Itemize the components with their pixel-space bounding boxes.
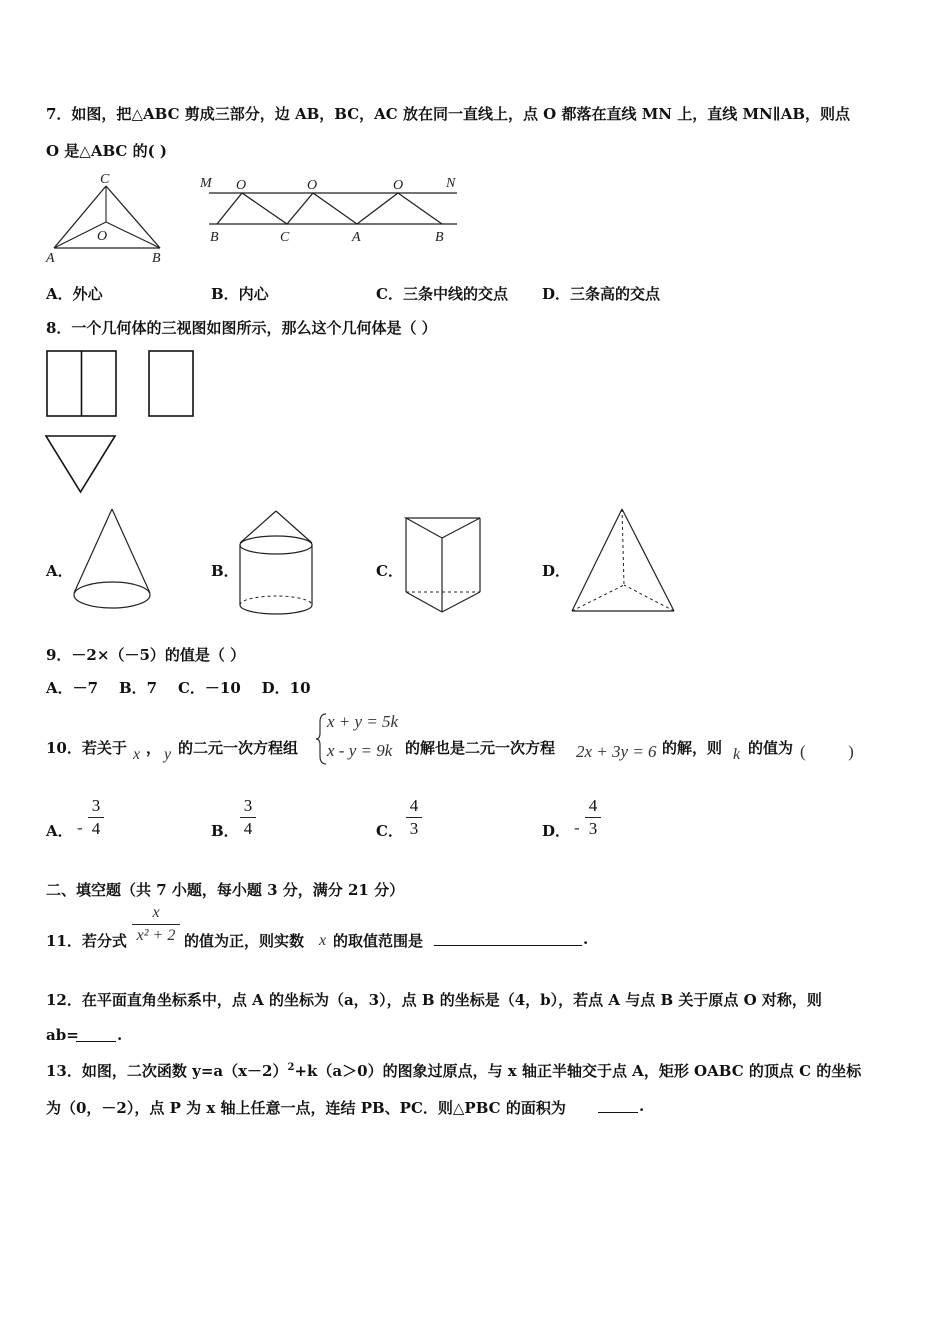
q10-option-d-num: 4: [588, 796, 598, 815]
q10-option-c-label[interactable]: C．: [376, 822, 403, 840]
q13-line1: [46, 1060, 861, 1081]
q10-option-d-label[interactable]: D．: [542, 822, 571, 840]
q12-line2-end: .: [117, 1026, 123, 1044]
fig2-label-o3: O: [393, 178, 404, 193]
q13-line1-a: 13．如图，二次函数 y=a（x－2）: [46, 1062, 288, 1080]
q8-option-d-pyramid[interactable]: [566, 505, 686, 620]
q8-option-d-label[interactable]: D．: [542, 562, 571, 580]
fig1-label-o: O: [97, 229, 108, 244]
q11-var-x: x: [319, 932, 327, 949]
q10-option-b-label[interactable]: B．: [211, 822, 239, 840]
q11-suffix: 的取值范围是: [333, 932, 424, 950]
q7-strip-figure: [195, 170, 465, 250]
q10-mid3: 的解，则: [662, 739, 723, 757]
q8-option-b-cone-cylinder[interactable]: [234, 505, 324, 620]
q9-options[interactable]: A．－7 B．7 C．－10 D．10: [46, 679, 311, 697]
q10-suffix: 的值为: [748, 739, 794, 757]
q11-answer-blank[interactable]: [434, 931, 582, 946]
q10-option-b-num: 3: [243, 796, 253, 815]
q8-three-views: [46, 350, 206, 500]
q10-option-a-fraction[interactable]: [88, 796, 104, 839]
q11-frac-num: x: [152, 904, 160, 921]
q7-stem-line1: 7．如图，把△ABC 剪成三部分，边 AB，BC，AC 放在同一直线上，点 O 都落在直线 MN 上，直线 MN∥AB，则点: [46, 105, 851, 123]
fig2-label-c: C: [280, 230, 290, 245]
q11-end: .: [583, 930, 589, 948]
q8-option-c-prism[interactable]: [400, 510, 490, 620]
q7-option-b[interactable]: B．内心: [211, 285, 269, 303]
q10-option-a-sign: -: [77, 818, 83, 837]
q13-line1-b: +k（a＞0）的图象过原点，与 x 轴正半轴交于点 A，矩形 OABC 的顶点 C 的坐标: [294, 1062, 862, 1080]
q7-option-c[interactable]: C．三条中线的交点: [376, 285, 508, 303]
q7-option-a[interactable]: A．外心: [46, 285, 103, 303]
q10-option-b-fraction[interactable]: [240, 796, 256, 839]
q11-mid: 的值为正，则实数: [184, 932, 305, 950]
q8-option-b-label[interactable]: B．: [211, 562, 239, 580]
fig2-label-m: M: [200, 176, 212, 191]
q10-equation-1: x + y = 5k: [327, 712, 399, 731]
q8-stem: 8．一个几何体的三视图如图所示，那么这个几何体是（ ）: [46, 319, 437, 337]
fig2-label-o1: O: [236, 178, 247, 193]
fig2-label-b2: B: [435, 230, 444, 245]
q10-option-a-label[interactable]: A．: [46, 822, 73, 840]
q10-option-c-fraction[interactable]: [406, 796, 422, 839]
q10-option-a-num: 3: [91, 796, 101, 815]
q10-equation-3: 2x + 3y = 6: [576, 742, 657, 761]
q10-option-c-den: 3: [409, 819, 419, 838]
q8-option-c-label[interactable]: C．: [376, 562, 403, 580]
section2-title: 二、填空题（共 7 小题，每小题 3 分，满分 21 分）: [46, 881, 405, 899]
fig2-label-o2: O: [307, 178, 318, 193]
q10-option-a-den: 4: [91, 819, 101, 838]
q10-option-d-den: 3: [588, 819, 598, 838]
q8-option-a-cone[interactable]: [70, 505, 160, 615]
q12-line1: 12．在平面直角坐标系中，点 A 的坐标为（a，3），点 B 的坐标是（4，b），若点 A 与点 B 关于原点 O 对称，则: [46, 991, 822, 1009]
q10-option-d-fraction[interactable]: [585, 796, 601, 839]
q11-frac-den: x² + 2: [136, 927, 176, 944]
q10-prefix: 10．若关于: [46, 739, 127, 757]
q10-var-x: x: [133, 746, 141, 763]
q10-option-d-sign: -: [574, 818, 580, 837]
fig2-label-b1: B: [210, 230, 219, 245]
q10-var-y: y: [164, 746, 172, 763]
q9-stem: 9．－2×（－5）的值是（ ）: [46, 646, 246, 664]
fig1-label-a: A: [46, 251, 55, 266]
q13-superscript: 2: [287, 1062, 295, 1073]
fig1-label-b: B: [152, 251, 161, 266]
q10-var-k: k: [733, 746, 741, 763]
q7-option-d[interactable]: D．三条高的交点: [542, 285, 661, 303]
fig2-label-n: N: [446, 176, 456, 191]
q10-mid2: 的解也是二元一次方程: [405, 739, 556, 757]
q10-comma: ，: [146, 739, 162, 757]
q11-prefix: 11．若分式: [46, 932, 127, 950]
q7-triangle-figure: [40, 170, 180, 270]
q10-mid1: 的二元一次方程组: [178, 739, 299, 757]
q8-option-a-label[interactable]: A．: [46, 562, 73, 580]
q12-line2-prefix: ab=: [46, 1026, 79, 1044]
side-view: [149, 351, 193, 416]
q13-line2-end: .: [639, 1097, 645, 1115]
q11-fraction: [132, 903, 180, 946]
q7-stem-line2: O 是△ABC 的( ): [46, 142, 167, 160]
q10-option-b-den: 4: [243, 819, 253, 838]
q13-answer-blank[interactable]: [598, 1098, 638, 1113]
q10-equation-2: x - y = 9k: [327, 741, 393, 760]
q10-option-c-num: 4: [409, 796, 419, 815]
q10-answer-paren: ( ): [800, 742, 854, 761]
fig1-label-c: C: [100, 172, 110, 187]
q13-line2-prefix: 为（0，－2），点 P 为 x 轴上任意一点，连结 PB、PC．则△PBC 的面积为: [46, 1099, 566, 1117]
q12-answer-blank[interactable]: [76, 1027, 116, 1042]
fig2-label-a: A: [352, 230, 361, 245]
top-view: [46, 436, 115, 492]
